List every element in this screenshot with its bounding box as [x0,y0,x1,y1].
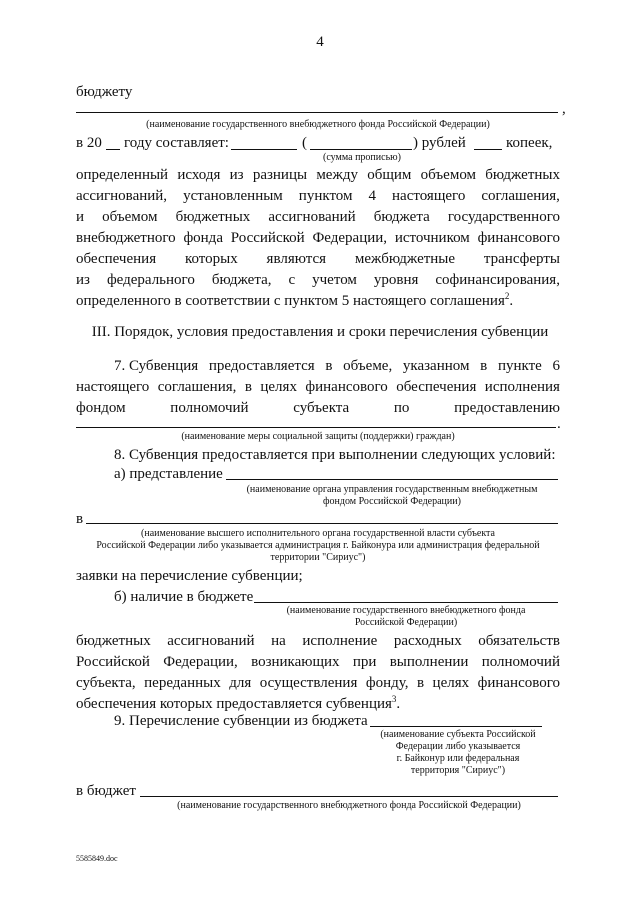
para1-line-4: внебюджетного фонда Российской Федерации, источником финансового [76,230,560,246]
para1-line-2: ассигнований, установленным пунктом 4 настоящего соглашения, [76,188,560,204]
p8-v-caption-3: территории "Сириус") [270,552,366,563]
kopecks-text: копеек, [506,135,553,151]
para2-line-3: субъекта, переданных для осуществления фонду, в целях финансового [76,675,560,691]
para1-line-6: из федерального бюджета, с учетом уровня софинансирования, [76,272,560,288]
p7-end: . [557,416,561,432]
p8-zayavki: заявки на перечисление субвенции; [76,568,303,584]
para2-line-4: обеспечения которых предоставляется субвенция$^3$. [76,694,401,712]
p9-blank [370,726,542,727]
para1-line-1: определенный исходя из разницы между общим объемом бюджетных [76,167,560,183]
p7-line-1: 7. Субвенция предоставляется в объеме, указанном в пункте 6 [114,358,560,374]
fund-name-blank [76,112,558,113]
footnote-ref-2: 2 [504,291,510,301]
p8-a-caption-1: (наименование органа управления государственным внебюджетным [246,484,538,495]
page-number: 4 [316,34,324,50]
social-measure-blank [76,427,556,428]
budget-line-caption: (наименование государственного внебюджетного фонда Российской Федерации) [177,800,521,811]
p8-v-text: в [76,511,84,527]
kopecks-blank [474,149,502,150]
p8-a-text: а) представление [114,466,223,482]
para1-line-5: обеспечения которых являются межбюджетные трансферты [76,251,560,267]
p7-line-3: фондом полномочий субъекта по предоставлению [76,400,560,416]
budget-word: бюджету [76,84,133,100]
para1-line-3: и объемом бюджетных ассигнований бюджета государственного [76,209,560,225]
amount-words-blank [310,149,412,150]
footnote-ref-3: 3 [391,694,397,704]
p8-b-caption-2: Российской Федерации) [354,617,458,628]
budget-line-blank [140,796,558,797]
year-blank [106,149,120,150]
fund-name-caption: (наименование государственного внебюджетного фонда Российской Федерации) [146,119,490,130]
amount-blank [231,149,297,150]
comma: , [562,101,566,117]
p9-caption-2: Федерации либо указывается [395,741,521,752]
p8-a-caption-2: фондом Российской Федерации) [323,496,461,507]
year-prefix: в 20 [76,135,102,151]
p9-text: 9. Перечисление субвенции из бюджета [114,713,368,729]
p8-v-caption-1: (наименование высшего исполнительного органа государственной власти субъекта [141,528,495,539]
section-3-heading: III. Порядок, условия предоставления и сроки перечисления субвенции [91,324,549,340]
p8-b-caption-1: (наименование государственного внебюджетного фонда [286,605,526,616]
p8-line-1: 8. Субвенция предоставляется при выполнении следующих условий: [114,447,556,463]
p8-b-text: б) наличие в бюджете [114,589,254,605]
p9-caption-1: (наименование субъекта Российской [380,729,536,740]
p9-caption-4: территория "Сириус") [410,765,506,776]
paren-open: ( [302,135,307,151]
p8-b-blank [254,602,558,603]
p7-line-2: настоящего соглашения, в целях финансового обеспечения исполнения [76,379,560,395]
p9-caption-3: г. Байконур или федеральная [396,753,520,764]
p8-v-caption-2: Российской Федерации либо указывается администрация г. Байконура или администрация федеральной [96,540,540,551]
p8-v-blank [86,523,558,524]
year-text: году составляет: [124,135,229,151]
para2-line-2: Российской Федерации, возникающих при выполнении полномочий [76,654,560,670]
social-measure-caption: (наименование меры социальной защиты (поддержки) граждан) [181,431,455,442]
budget-line-text: в бюджет [76,783,136,799]
amount-caption: (сумма прописью) [323,152,401,163]
p8-a-blank [226,479,558,480]
rubles-text: ) рублей [413,135,466,151]
para1-line-7: определенного в соответствии с пунктом 5 настоящего соглашения$^2$. [76,291,514,309]
document-footer: 5585849.doc [76,854,118,863]
para2-line-1: бюджетных ассигнований на исполнение расходных обязательств [76,633,560,649]
